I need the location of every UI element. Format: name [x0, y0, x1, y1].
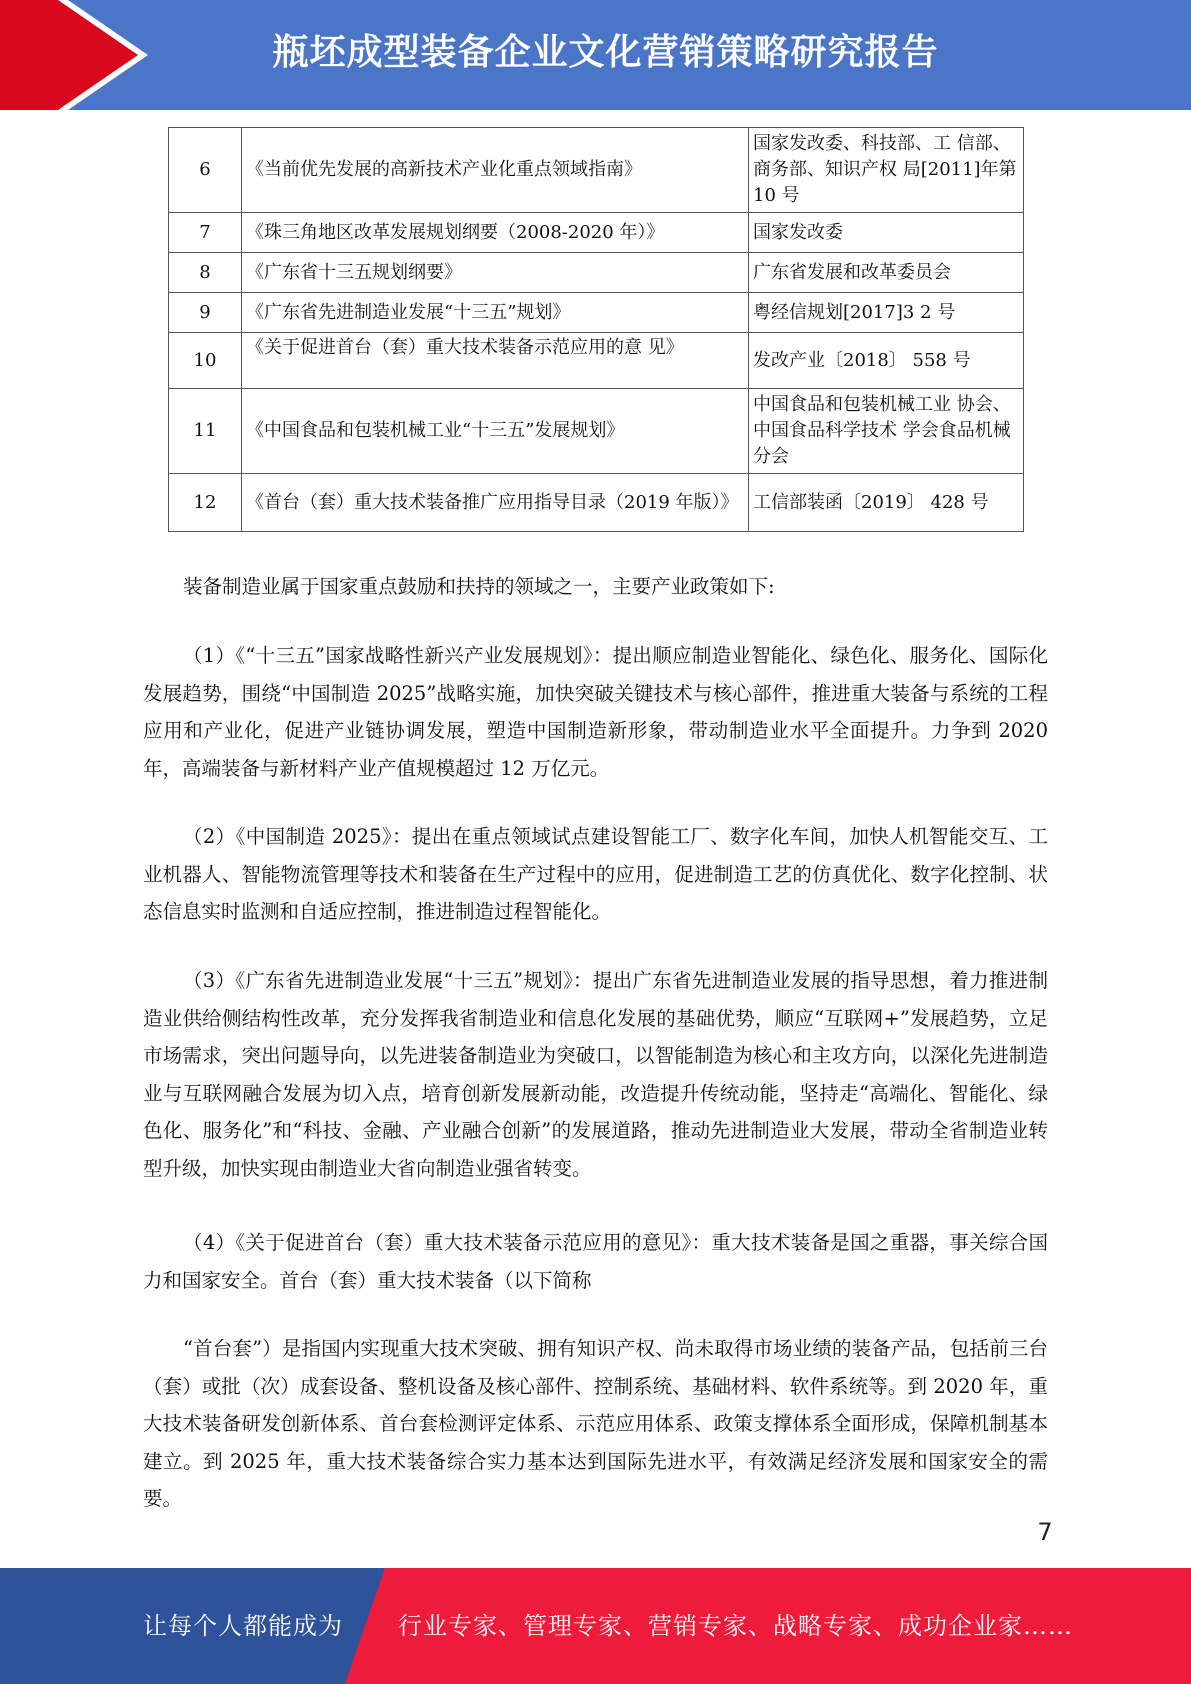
policy-document: 《首台（套）重大技术装备推广应用指导目录（2019 年版）》 [242, 474, 749, 532]
policy-document: 《关于促进首台（套）重大技术装备示范应用的意 见》 [242, 333, 749, 389]
row-number: 11 [169, 389, 242, 474]
policy-issuer: 发改产业〔2018〕 558 号 [749, 333, 1024, 389]
table-row [169, 293, 1024, 333]
policy-table [168, 127, 1024, 532]
policy-document: 《广东省先进制造业发展“十三五”规划》 [242, 293, 749, 333]
policy-text-3: （3）《广东省先进制造业发展“十三五”规划》：提出广东省先进制造业发展的指导思想，着力推进制造业供给侧结构性改革，充分发挥我省制造业和信息化发展的基础优势，顺应“互联网+”发展趋势，立足市场需求，突出问题导向，以先进装备制造业为突破口，以智能制造为核心和主攻方向，以深化先进制造业与互联网融合发展为切入点，培育创新发展新动能，改造提升传统动能，坚持走“高端化、智能化、绿色化、服务化”和“科技、金融、产业融合创新”的发展道路，推动先进制造业大发展，带动全省制造业转型升级，加快实现由制造业大省向制造业强省转变。 [143, 969, 1048, 1180]
policy-text-2: （2）《中国制造 2025》：提出在重点领域试点建设智能工厂、数字化车间，加快人机智能交互、工业机器人、智能物流管理等技术和装备在生产过程中的应用，促进制造工艺的仿真优化、数字化控制、状态信息实时监测和自适应控制，推进制造过程智能化。 [143, 825, 1048, 923]
policy-paragraph-1 [143, 637, 1048, 787]
policy-text-5: “首台套”）是指国内实现重大技术突破、拥有知识产权、尚未取得市场业绩的装备产品，包括前三台（套）或批（次）成套设备、整机设备及核心部件、控制系统、基础材料、软件系统等。到 2020 年，重大技术装备研发创新体系、首台套检测评定体系、示范应用体系、政策支撑体系全面形成，保障机制基本建立。到 2025 年，重大技术装备综合实力基本达到国际先进水平，有效满足经济发展和国家安全的需要。 [143, 1337, 1048, 1510]
row-number: 10 [169, 333, 242, 389]
table-row [169, 389, 1024, 474]
policy-paragraph-3 [143, 962, 1048, 1187]
policy-document: 《当前优先发展的高新技术产业化重点领域指南》 [242, 128, 749, 213]
policy-issuer: 粤经信规划[2017]3 2 号 [749, 293, 1024, 333]
intro-text: 装备制造业属于国家重点鼓励和扶持的领域之一，主要产业政策如下: [183, 575, 775, 598]
table-row [169, 333, 1024, 389]
policy-text-4: （4）《关于促进首台（套）重大技术装备示范应用的意见》：重大技术装备是国之重器，事关综合国力和国家安全。首台（套）重大技术装备（以下简称 [143, 1231, 1048, 1292]
policy-document: 《广东省十三五规划纲要》 [242, 253, 749, 293]
row-number: 6 [169, 128, 242, 213]
intro-paragraph [143, 568, 1048, 606]
page-header [0, 0, 1191, 110]
footer-slogan-left: 让每个人都能成为 [143, 1612, 343, 1640]
policy-text-1: （1）《“十三五”国家战略性新兴产业发展规划》：提出顺应制造业智能化、绿色化、服务化、国际化发展趋势，围绕“中国制造 2025”战略实施，加快突破关键技术与核心部件，推进重大装备与系统的工程应用和产业化，促进产业链协调发展，塑造中国制造新形象，带动制造业水平全面提升。力争到 2020 年，高端装备与新材料产业产值规模超过 12 万亿元。 [143, 644, 1048, 780]
policy-issuer: 工信部装函〔2019〕 428 号 [749, 474, 1024, 532]
table-row [169, 253, 1024, 293]
policy-paragraph-5 [143, 1330, 1048, 1518]
footer-slogan-right: 行业专家、管理专家、营销专家、战略专家、成功企业家…… [398, 1612, 1073, 1640]
table-row [169, 213, 1024, 253]
table-row [169, 128, 1024, 213]
row-number: 7 [169, 213, 242, 253]
policy-paragraph-4 [143, 1224, 1048, 1299]
page-number: 7 [1037, 1518, 1053, 1546]
row-number: 8 [169, 253, 242, 293]
page-footer [0, 1568, 1191, 1684]
policy-paragraph-2 [143, 818, 1048, 931]
policy-issuer: 广东省发展和改革委员会 [749, 253, 1024, 293]
policy-document: 《珠三角地区改革发展规划纲要（2008-2020 年）》 [242, 213, 749, 253]
table-row [169, 474, 1024, 532]
row-number: 9 [169, 293, 242, 333]
policy-document: 《中国食品和包装机械工业“十三五”发展规划》 [242, 389, 749, 474]
report-title: 瓶坯成型装备企业文化营销策略研究报告 [272, 32, 939, 73]
policy-issuer: 国家发改委、科技部、工 信部、商务部、知识产权 局[2011]年第 10 号 [749, 128, 1024, 213]
row-number: 12 [169, 474, 242, 532]
policy-issuer: 国家发改委 [749, 213, 1024, 253]
policy-issuer: 中国食品和包装机械工业 协会、中国食品科学技术 学会食品机械分会 [749, 389, 1024, 474]
